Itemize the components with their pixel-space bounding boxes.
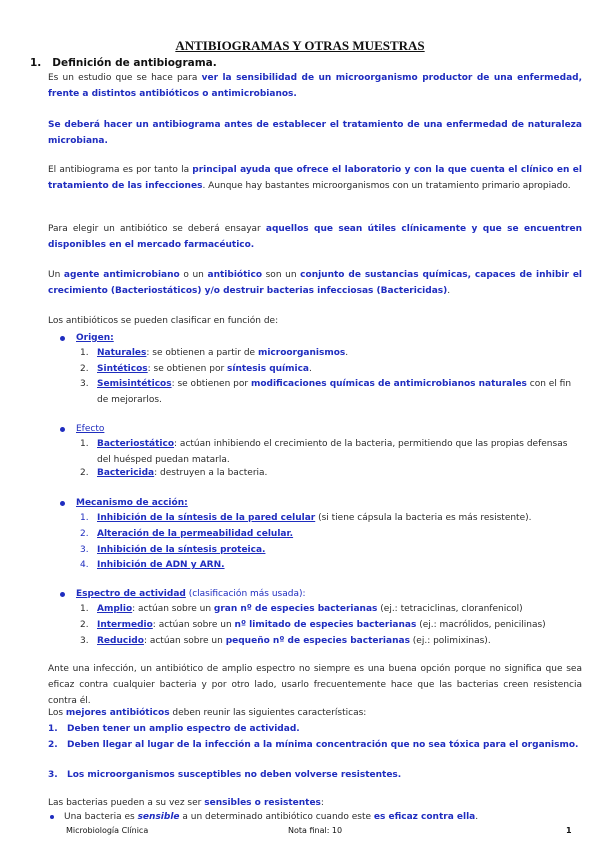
paragraph-antibiogram-timing: Se deberá hacer un antibiograma antes de establecer el tratamiento de una enfermedad de naturaleza microbiana. [48, 120, 582, 146]
text-run: Los [48, 708, 66, 718]
text-run: deben reunir las siguientes características: [169, 708, 367, 718]
list-number: 4. [80, 560, 89, 570]
text-run-bold: aquellos que sean útiles clínicamente y que se encuentren disponibles en el mercado farmacéutico. [48, 224, 582, 250]
text-run-bold: microorganismos [257, 348, 346, 358]
list-item-sensitive [64, 809, 584, 825]
section-heading [30, 57, 217, 69]
text-run: (clasificación más usada): [185, 589, 306, 599]
text-run: : destruyen a la bacteria. [154, 468, 268, 478]
paragraph-antimicrobial-definition [48, 267, 582, 299]
bullet-icon [50, 815, 54, 819]
list-item [97, 510, 583, 526]
text-run: (ej.: macrólidos, penicilinas) [416, 620, 546, 630]
text-run-bold: principal ayuda que ofrece el laboratorio y con la que cuenta el clínico en el tratamiento de las infecciones [48, 165, 582, 191]
text-run: : actúan sobre un [152, 620, 235, 630]
paragraph-best-antibiotics [48, 705, 582, 721]
text-run: : se obtienen a partir de [146, 348, 258, 358]
text-run-bold: es eficaz contra ella [373, 812, 476, 822]
text-run: son un [262, 270, 301, 280]
text-run: Es un estudio que se hace para [48, 73, 202, 83]
text-run: a un determinado antibiótico cuando este [179, 812, 374, 822]
text-run: : actúan sobre un [132, 604, 214, 614]
list-term: Reducido [97, 636, 144, 646]
text-run-bold: mejores antibióticos [65, 708, 170, 718]
list-number: 1. [80, 513, 89, 523]
list-number: 1. [48, 724, 58, 734]
list-item [97, 633, 583, 649]
text-run-bold: sensible [137, 812, 180, 822]
list-heading-label: Espectro de actividad [76, 589, 186, 599]
paragraph-choose-antibiotic [48, 221, 582, 253]
list-term: Intermedio [97, 620, 153, 630]
bullet-icon [60, 427, 65, 432]
text-run: Un [48, 270, 64, 280]
text-run: o un [179, 270, 208, 280]
list-term: Bactericida [97, 468, 155, 478]
text-run-bold: modificaciones químicas de antimicrobianos naturales [250, 379, 527, 389]
text-run: . [345, 348, 349, 358]
list-heading-espectro [76, 586, 306, 602]
text-run: : se obtienen por [171, 379, 251, 389]
list-item [97, 376, 583, 408]
list-term: Bacteriostático [97, 439, 175, 449]
footer-center: Nota final: 10 [288, 826, 343, 835]
text-run: (ej.: polimixinas). [409, 636, 491, 646]
list-heading-efecto: Efecto [76, 424, 105, 434]
list-number: 1. [80, 348, 89, 358]
list-term: Inhibición de la síntesis de la pared celular [97, 513, 316, 523]
paragraph-laboratory-help [48, 162, 582, 194]
page-number: 1 [566, 826, 572, 835]
bullet-icon [60, 336, 65, 341]
list-term: Inhibición de la síntesis proteica. [97, 545, 266, 555]
text-run: : actúan sobre un [143, 636, 226, 646]
text-run-bold: ver la sensibilidad de un microorganismo productor de una enfermedad, frente a distintos antibióticos o antimicrobianos. [48, 73, 582, 99]
bullet-icon [60, 592, 65, 597]
list-number: 2. [80, 529, 89, 539]
list-item: Deben tener un amplio espectro de actividad. [67, 724, 300, 734]
document-title: ANTIBIOGRAMAS Y OTRAS MUESTRAS [175, 38, 425, 53]
list-number: 3. [48, 770, 58, 780]
list-number: 2. [80, 364, 89, 374]
paragraph-classification-intro: Los antibióticos se pueden clasificar en función de: [48, 316, 279, 326]
text-run-bold: pequeño nº de especies bacterianas [225, 636, 410, 646]
list-number: 2. [48, 740, 58, 750]
list-term: Amplio [97, 604, 133, 614]
list-term: Semisintéticos [97, 379, 172, 389]
text-run: . Aunque hay bastantes microorganismos con un tratamiento primario apropiado. [202, 181, 571, 191]
list-item: Deben llegar al lugar de la infección a la mínima concentración que no sea tóxica para el organismo. [67, 740, 579, 750]
text-run: : actúan inhibiendo el crecimiento de la bacteria, permitiendo que las propias defensas del huésped puedan matarla. [97, 439, 568, 465]
text-run-bold: nº limitado de especies bacterianas [234, 620, 417, 630]
text-run-bold: síntesis química [227, 364, 310, 374]
list-item [97, 526, 583, 542]
text-run-bold: gran nº de especies bacterianas [213, 604, 378, 614]
text-run: Para elegir un antibiótico se deberá ensayar [48, 224, 266, 234]
text-run: (ej.: tetraciclinas, cloranfenicol) [377, 604, 523, 614]
list-number: 1. [80, 604, 89, 614]
section-title: Definición de antibiograma. [52, 57, 217, 69]
text-run: con el fin de mejorarlos. [97, 379, 572, 405]
text-run: . [309, 364, 312, 374]
list-number: 2. [80, 620, 89, 630]
list-number: 3. [80, 379, 89, 389]
text-run-bold: agente antimicrobiano [63, 270, 180, 280]
text-run: Una bacteria es [64, 812, 138, 822]
list-term: Naturales [97, 348, 147, 358]
list-term: Alteración de la permeabilidad celular. [97, 529, 294, 539]
list-item [97, 436, 583, 468]
text-run-bold: sensibles o resistentes [204, 798, 321, 808]
list-number: 3. [80, 636, 89, 646]
section-number: 1. [30, 57, 42, 69]
list-item [97, 542, 583, 558]
bullet-icon [60, 501, 65, 506]
list-heading-mecanismo: Mecanismo de acción: [76, 498, 188, 508]
paragraph-broad-spectrum: Ante una infección, un antibiótico de amplio espectro no siempre es una buena opción porque no significa que sea eficaz contra cualquier bacteria y por otro lado, usarlo frecuentemente hace que las bacterias creen resistencia contra él. [48, 664, 582, 706]
list-item: Los microorganismos susceptibles no deben volverse resistentes. [67, 770, 402, 780]
footer-left: Microbiología Clínica [66, 826, 149, 835]
list-number: 1. [80, 439, 89, 449]
text-run: . [447, 286, 451, 296]
text-run: . [475, 812, 479, 822]
list-item [97, 465, 583, 481]
text-run: (si tiene cápsula la bacteria es más resistente). [315, 513, 532, 523]
list-term: Inhibición de ADN y ARN. [97, 560, 225, 570]
list-item [97, 617, 583, 633]
list-number: 2. [80, 468, 89, 478]
list-item [97, 345, 583, 361]
text-run: Las bacterias pueden a su vez ser [48, 798, 205, 808]
list-item [97, 557, 583, 573]
list-item [97, 361, 583, 377]
paragraph-definition [48, 70, 582, 102]
list-number: 3. [80, 545, 89, 555]
text-run-bold: antibiótico [207, 270, 262, 280]
list-heading-origen: Origen: [76, 333, 114, 343]
text-run: : se obtienen por [147, 364, 228, 374]
text-run: : [320, 798, 324, 808]
list-item [97, 601, 583, 617]
text-run-bold: conjunto de sustancias químicas, capaces de inhibir el crecimiento (Bacteriostáticos) y/o destruir bacterias infecciosas (Bactericidas) [48, 270, 583, 296]
text-run: El antibiograma es por tanto la [48, 165, 193, 175]
list-term: Sintéticos [97, 364, 148, 374]
